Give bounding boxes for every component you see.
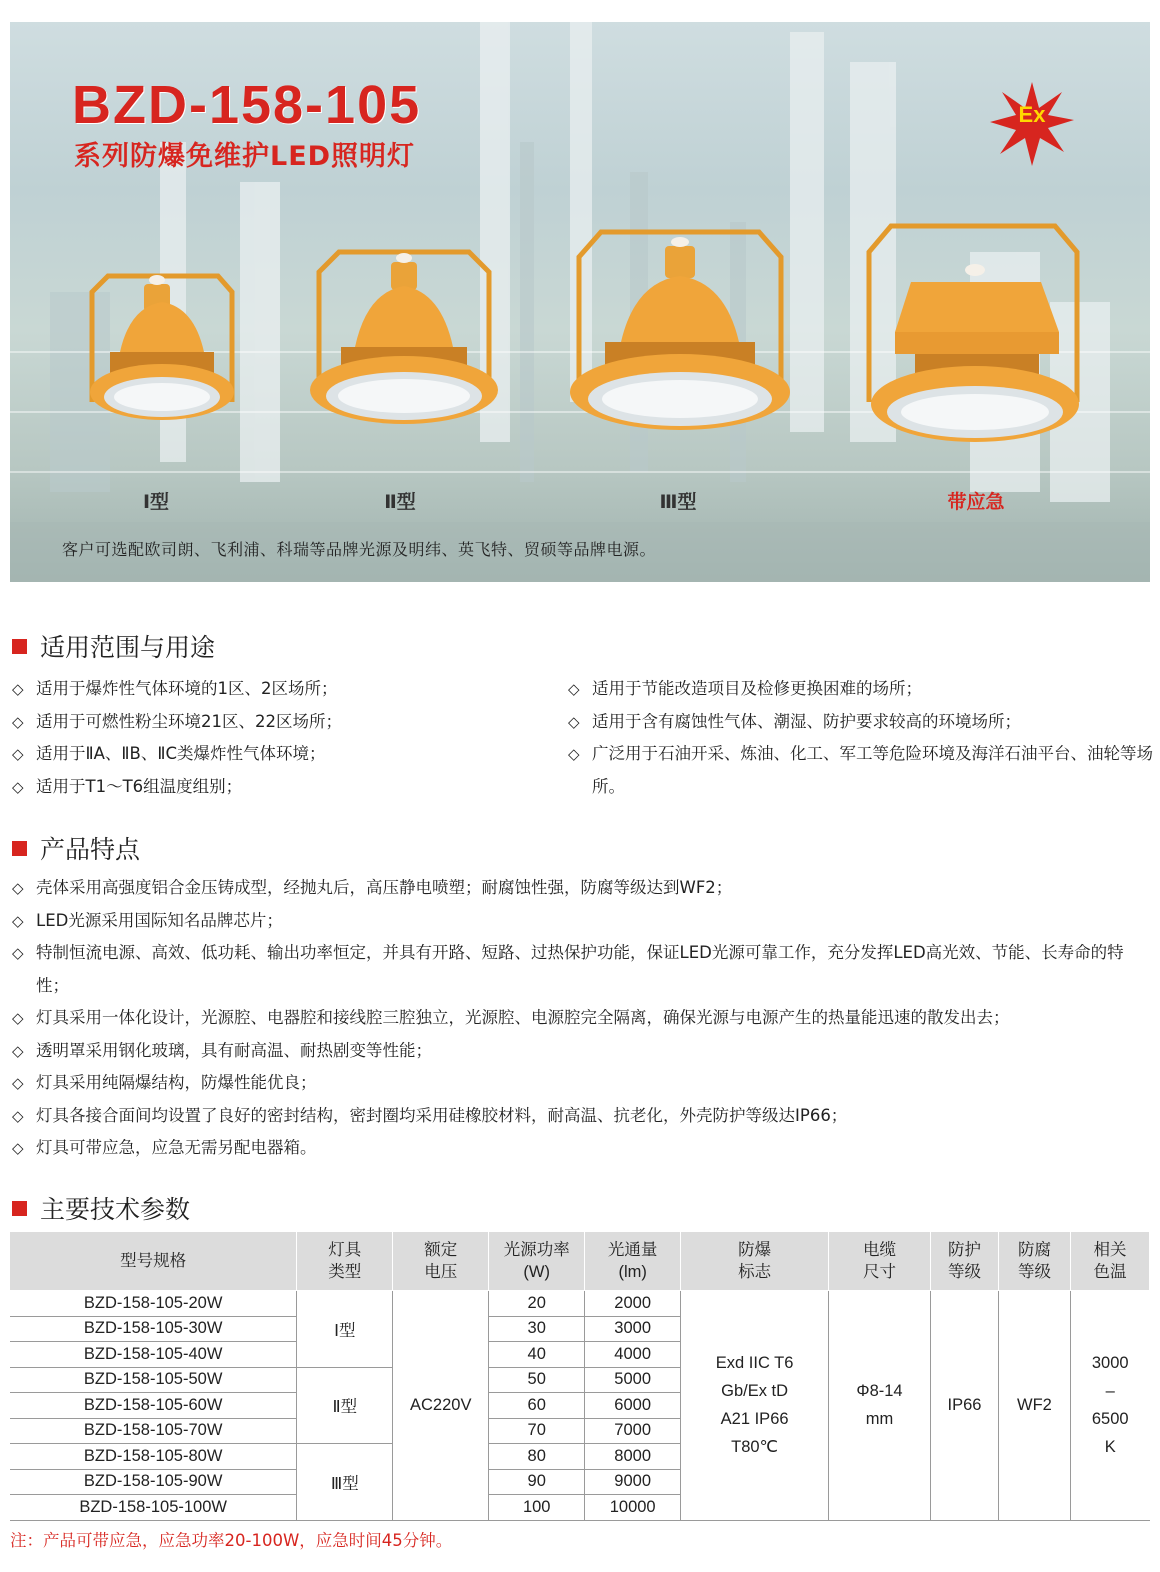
cell-flux: 5000 (585, 1367, 681, 1393)
list-item: ◇ LED光源采用国际知名品牌芯片； (12, 905, 1152, 938)
ex-explosion-proof-badge (990, 82, 1074, 166)
diamond-bullet-icon: ◇ (12, 680, 24, 698)
product-banner (10, 22, 1150, 582)
ex-badge-text: Ex (1018, 102, 1046, 127)
diamond-bullet-icon: ◇ (12, 1009, 24, 1027)
cell-flux: 3000 (585, 1316, 681, 1342)
cell-type-1: Ⅰ型 (297, 1291, 393, 1368)
cell-power: 60 (489, 1393, 585, 1419)
cell-flux: 7000 (585, 1418, 681, 1444)
cell-type-3: Ⅲ型 (297, 1444, 393, 1521)
banner-note: 客户可选配欧司朗、飞利浦、科瑞等品牌光源及明纬、英飞特、贸硕等品牌电源。 (62, 540, 657, 559)
scope-list-left (12, 673, 552, 803)
diamond-bullet-icon: ◇ (12, 879, 24, 897)
col-header-type: 灯具 类型 (297, 1232, 393, 1291)
cell-power: 100 (489, 1495, 585, 1521)
cell-flux: 9000 (585, 1469, 681, 1495)
cell-model: BZD-158-105-70W (10, 1418, 297, 1444)
col-header-cable: 电缆 尺寸 (829, 1232, 931, 1291)
list-item: ◇ 适用于节能改造项目及检修更换困难的场所； (568, 673, 1153, 706)
cell-model: BZD-158-105-80W (10, 1444, 297, 1470)
diamond-bullet-icon: ◇ (12, 944, 24, 962)
list-item: ◇ 特制恒流电源、高效、低功耗、输出功率恒定，并具有开路、短路、过热保护功能，保证LED光源可靠工作，充分发挥LED高光效、节能、长寿命的特性； (12, 937, 1152, 1002)
diamond-bullet-icon: ◇ (12, 777, 24, 796)
cell-model: BZD-158-105-30W (10, 1316, 297, 1342)
cell-flux: 8000 (585, 1444, 681, 1470)
table-row (10, 1291, 1150, 1317)
col-header-cct: 相关 色温 (1070, 1232, 1149, 1291)
features-list (12, 872, 1152, 1165)
spec-footnote: 注：产品可带应急，应急功率20-100W，应急时间45分钟。 (10, 1531, 453, 1550)
list-item: ◇ 灯具可带应急，应急无需另配电器箱。 (12, 1132, 1152, 1165)
list-item: ◇ 适用于T1～T6组温度组别； (12, 771, 552, 804)
col-header-model: 型号规格 (10, 1232, 297, 1291)
list-item: ◇ 适用于爆炸性气体环境的1区、2区场所； (12, 673, 552, 706)
diamond-bullet-icon: ◇ (568, 745, 580, 763)
table-header-row (10, 1232, 1150, 1291)
scope-list-right (568, 673, 1153, 803)
scope-heading (12, 628, 215, 664)
diamond-bullet-icon: ◇ (12, 712, 24, 731)
product-title: BZD-158-105 (72, 75, 422, 135)
features-heading-text: 产品特点 (40, 835, 141, 864)
red-square-icon (12, 639, 27, 654)
cell-model: BZD-158-105-60W (10, 1393, 297, 1419)
lamp-label-type-3: Ⅲ型 (659, 491, 697, 513)
cell-power: 30 (489, 1316, 585, 1342)
cell-power: 50 (489, 1367, 585, 1393)
cell-model: BZD-158-105-90W (10, 1469, 297, 1495)
diamond-bullet-icon: ◇ (12, 1139, 24, 1157)
lamp-type-1-image (80, 252, 250, 472)
col-header-flux: 光通量 (lm) (585, 1232, 681, 1291)
lamp-label-emergency: 带应急 (947, 491, 1005, 513)
col-header-wf: 防腐 等级 (998, 1232, 1070, 1291)
list-item: ◇ 适用于ⅡA、ⅡB、ⅡC类爆炸性气体环境； (12, 738, 552, 771)
col-header-ex-mark: 防爆 标志 (681, 1232, 829, 1291)
red-square-icon (12, 1201, 27, 1216)
features-heading (12, 830, 140, 866)
cell-flux: 2000 (585, 1291, 681, 1317)
cell-cable: Φ8-14 mm (829, 1291, 931, 1521)
cell-model: BZD-158-105-20W (10, 1291, 297, 1317)
diamond-bullet-icon: ◇ (568, 680, 580, 698)
lamp-emergency-image (855, 192, 1095, 467)
cell-model: BZD-158-105-50W (10, 1367, 297, 1393)
lamp-label-type-1: Ⅰ型 (142, 491, 170, 513)
list-item: ◇ 灯具各接合面间均设置了良好的密封结构，密封圈均采用硅橡胶材料，耐高温、抗老化，外壳防护等级达IP66； (12, 1100, 1152, 1133)
cell-model: BZD-158-105-100W (10, 1495, 297, 1521)
cell-model: BZD-158-105-40W (10, 1342, 297, 1368)
cell-power: 90 (489, 1469, 585, 1495)
cell-power: 70 (489, 1418, 585, 1444)
spec-table (10, 1231, 1150, 1521)
diamond-bullet-icon: ◇ (12, 1074, 24, 1092)
specs-heading-text: 主要技术参数 (40, 1195, 191, 1224)
list-item: ◇ 壳体采用高强度铝合金压铸成型，经抛丸后，高压静电喷塑；耐腐蚀性强，防腐等级达到WF2； (12, 872, 1152, 905)
list-item: ◇ 适用于可燃性粉尘环境21区、22区场所； (12, 706, 552, 739)
cell-wf: WF2 (998, 1291, 1070, 1521)
cell-cct: 3000 – 6500 K (1070, 1291, 1149, 1521)
cell-ip: IP66 (931, 1291, 999, 1521)
col-header-ip: 防护 等级 (931, 1232, 999, 1291)
list-item: ◇ 透明罩采用钢化玻璃，具有耐高温、耐热剧变等性能； (12, 1035, 1152, 1068)
cell-flux: 6000 (585, 1393, 681, 1419)
specs-heading (12, 1190, 190, 1226)
col-header-voltage: 额定 电压 (393, 1232, 489, 1291)
lamp-type-2-image (305, 222, 505, 462)
diamond-bullet-icon: ◇ (12, 911, 24, 930)
scope-heading-text: 适用范围与用途 (40, 633, 216, 662)
cell-flux: 4000 (585, 1342, 681, 1368)
diamond-bullet-icon: ◇ (12, 1041, 24, 1060)
list-item: ◇ 广泛用于石油开采、炼油、化工、军工等危险环境及海洋石油平台、油轮等场所。 (568, 738, 1153, 803)
list-item: ◇ 灯具采用纯隔爆结构，防爆性能优良； (12, 1067, 1152, 1100)
cell-power: 20 (489, 1291, 585, 1317)
lamp-label-type-2: Ⅱ型 (384, 491, 416, 513)
red-square-icon (12, 841, 27, 856)
product-subtitle: 系列防爆免维护LED照明灯 (74, 141, 416, 172)
cell-flux: 10000 (585, 1495, 681, 1521)
diamond-bullet-icon: ◇ (12, 745, 24, 763)
diamond-bullet-icon: ◇ (12, 1106, 24, 1125)
cell-power: 40 (489, 1342, 585, 1368)
diamond-bullet-icon: ◇ (568, 712, 580, 731)
col-header-power: 光源功率 (W) (489, 1232, 585, 1291)
lamp-type-3-image (565, 202, 795, 467)
cell-voltage: AC220V (393, 1291, 489, 1521)
cell-ex-mark: Exd IIC T6 Gb/Ex tD A21 IP66 T80℃ (681, 1291, 829, 1521)
list-item: ◇ 适用于含有腐蚀性气体、潮湿、防护要求较高的环境场所； (568, 706, 1153, 739)
cell-type-2: Ⅱ型 (297, 1367, 393, 1444)
cell-power: 80 (489, 1444, 585, 1470)
list-item: ◇ 灯具采用一体化设计，光源腔、电器腔和接线腔三腔独立，光源腔、电源腔完全隔离，确保光源与电源产生的热量能迅速的散发出去； (12, 1002, 1152, 1035)
